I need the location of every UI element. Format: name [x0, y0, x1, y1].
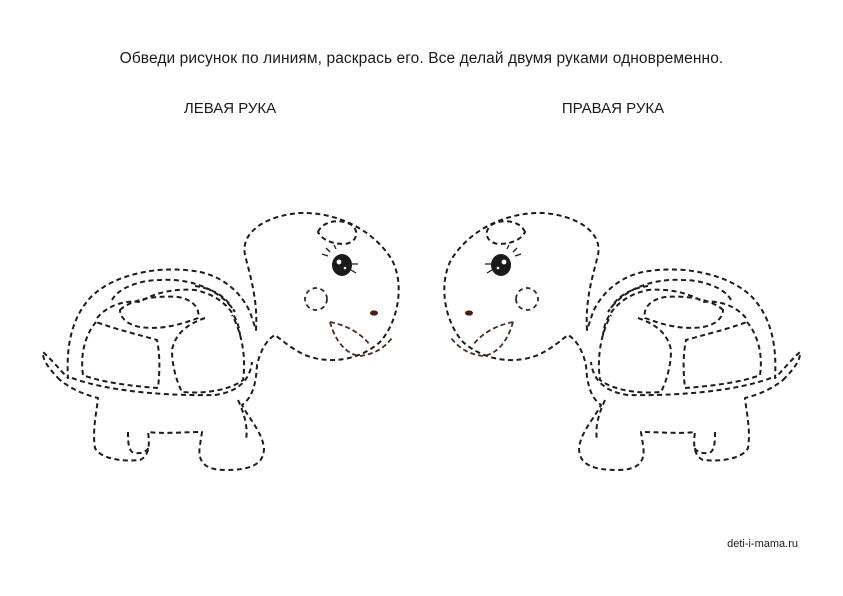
left-turtle-outline — [43, 213, 399, 470]
right-turtle-outline — [444, 213, 800, 470]
site-url: deti-i-mama.ru — [727, 538, 798, 550]
left-hand-label: ЛЕВАЯ РУКА — [183, 100, 277, 117]
instruction-text: Обведи рисунок по линиям, раскрась его. Все делай двумя руками одновременно. — [119, 50, 724, 67]
right-hand-label: ПРАВАЯ РУКА — [561, 100, 665, 117]
